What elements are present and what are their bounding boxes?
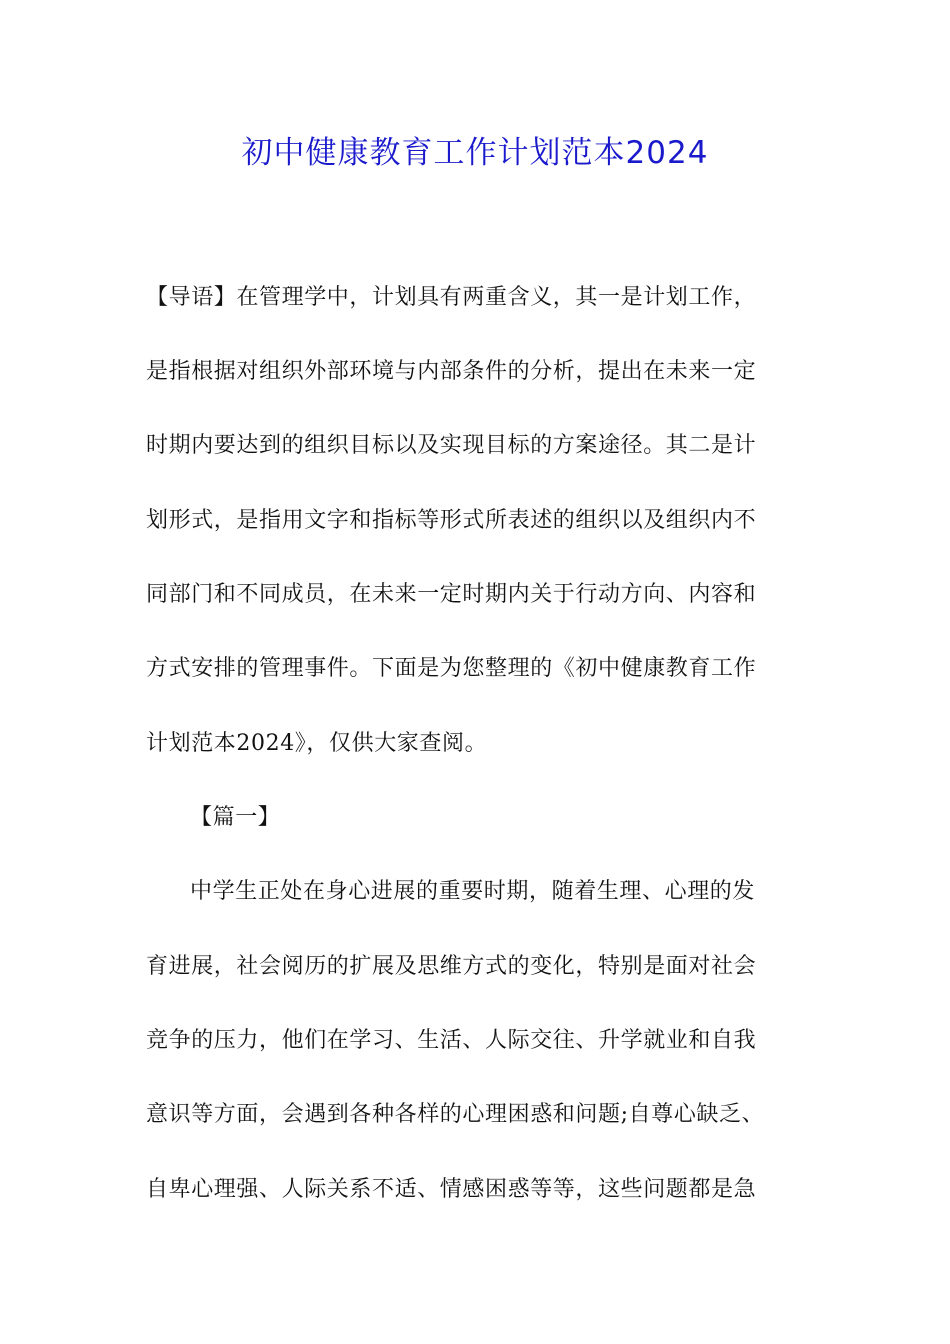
paragraph-line: 方式安排的管理事件。下面是为您整理的《初中健康教育工作 — [146, 656, 757, 681]
paragraph-line: 意识等方面，会遇到各种各样的心理困惑和问题;自尊心缺乏、 — [146, 1102, 765, 1127]
paragraph-line: 划形式，是指用文字和指标等形式所表述的组织以及组织内不 — [146, 508, 757, 533]
document-title: 初中健康教育工作计划范本2024 — [241, 135, 709, 171]
paragraph-line: 【导语】在管理学中，计划具有两重含义，其一是计划工作， — [146, 285, 757, 310]
paragraph-line: 育进展，社会阅历的扩展及思维方式的变化，特别是面对社会 — [146, 954, 757, 979]
paragraph-line: 同部门和不同成员，在未来一定时期内关于行动方向、内容和 — [146, 582, 757, 607]
paragraph-line: 是指根据对组织外部环境与内部条件的分析，提出在未来一定 — [146, 359, 757, 384]
paragraph-line: 自卑心理强、人际关系不适、情感困惑等等，这些问题都是急 — [146, 1177, 757, 1202]
paragraph-line: 中学生正处在身心进展的重要时期，随着生理、心理的发 — [190, 879, 756, 904]
paragraph-line: 时期内要达到的组织目标以及实现目标的方案途径。其二是计 — [146, 433, 757, 458]
section-heading: 【篇一】 — [190, 805, 281, 830]
paragraph-line: 计划范本2024》，仅供大家查阅。 — [146, 731, 488, 756]
paragraph-line: 竞争的压力，他们在学习、生活、人际交往、升学就业和自我 — [146, 1028, 757, 1053]
